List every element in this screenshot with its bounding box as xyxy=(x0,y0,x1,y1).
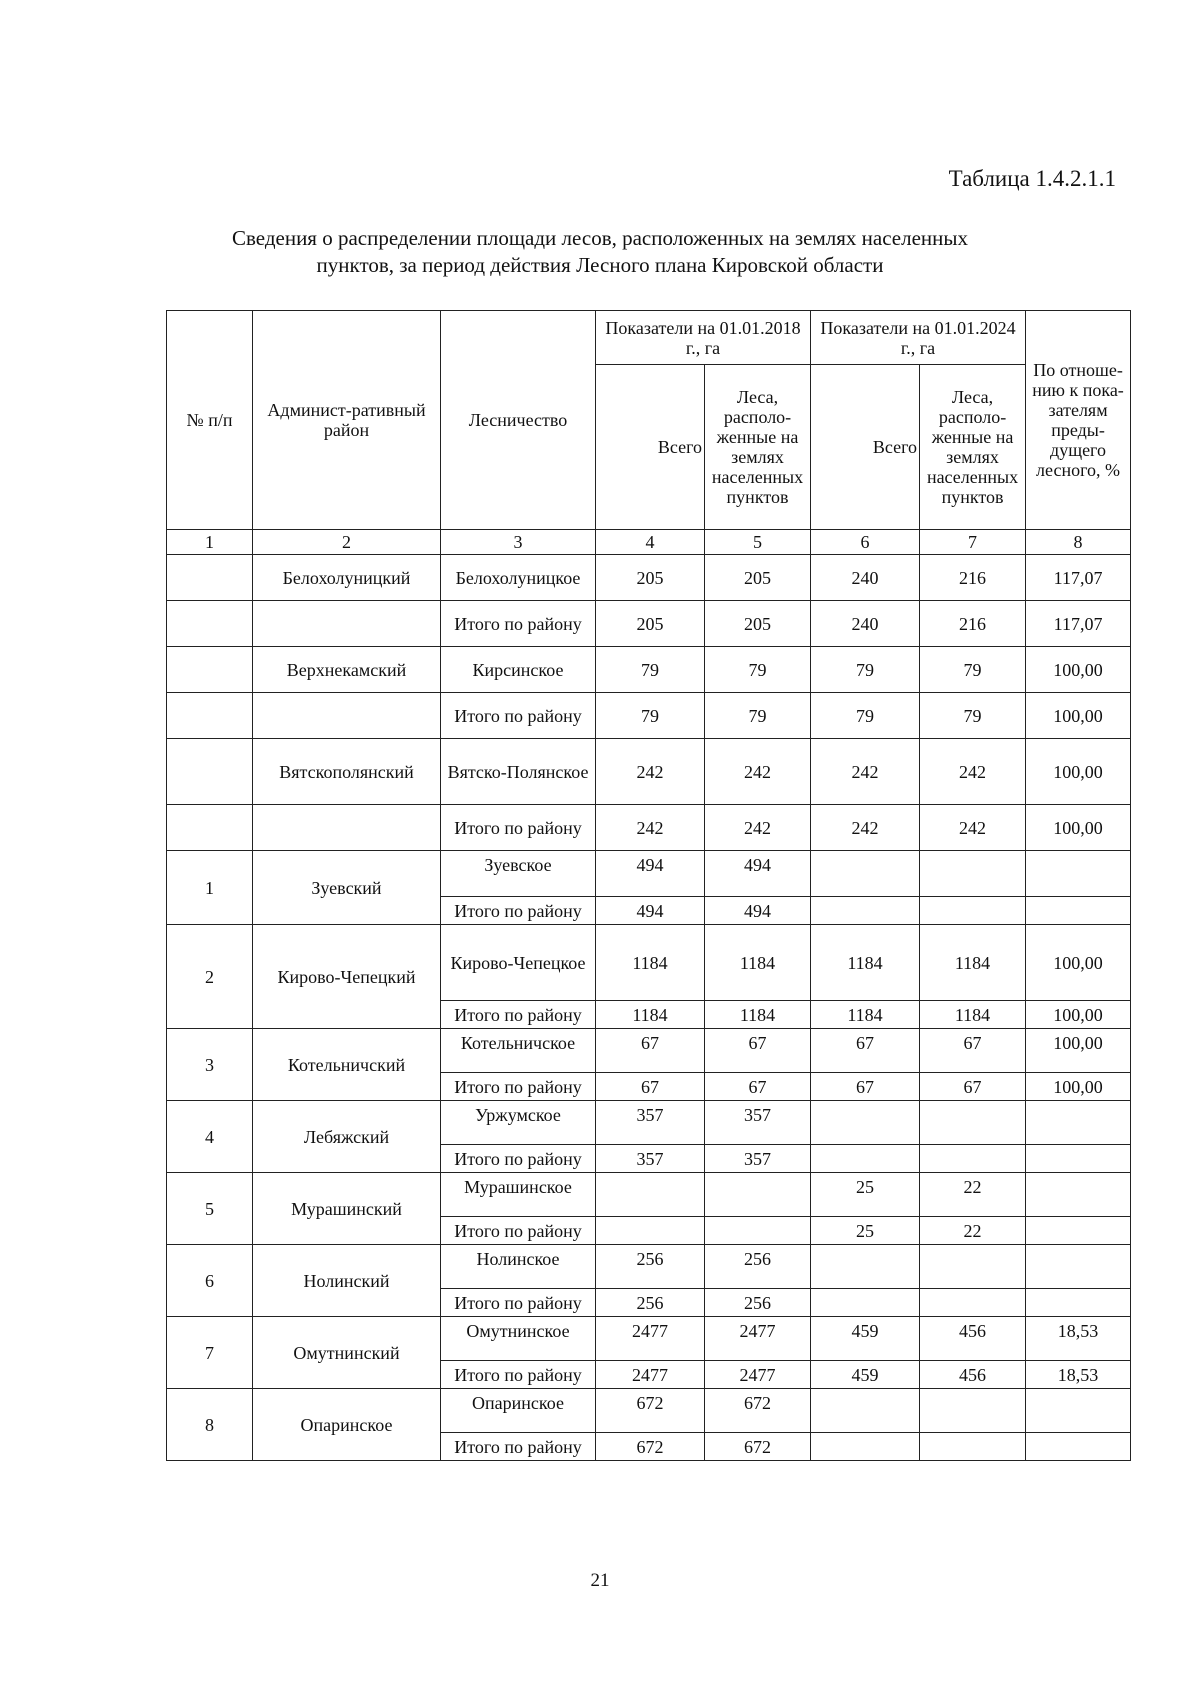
district-name: Верхнекамский xyxy=(253,647,441,693)
column-number: 2 xyxy=(253,530,441,555)
value-total-2024: 67 xyxy=(811,1029,920,1073)
value-total-2024 xyxy=(811,1145,920,1173)
value-settlement-2018: 242 xyxy=(705,739,811,805)
table-header xyxy=(167,311,1131,555)
column-numbers-row xyxy=(167,530,1131,555)
row-number: 7 xyxy=(167,1317,253,1389)
header-settlement-forests-2024: Леса, располо-женные на землях населенных пунктов xyxy=(920,365,1026,530)
forestry-row xyxy=(167,1245,1131,1289)
header-forestry: Лесничество xyxy=(441,311,596,530)
value-settlement-2024: 216 xyxy=(920,601,1026,647)
value-ratio: 18,53 xyxy=(1026,1361,1131,1389)
value-settlement-2024: 67 xyxy=(920,1073,1026,1101)
forestry-row xyxy=(167,1317,1131,1361)
district-name: Вятскополянский xyxy=(253,739,441,805)
value-ratio: 100,00 xyxy=(1026,925,1131,1001)
value-total-2024: 459 xyxy=(811,1317,920,1361)
value-ratio: 100,00 xyxy=(1026,1029,1131,1073)
value-ratio xyxy=(1026,1217,1131,1245)
value-total-2024: 79 xyxy=(811,693,920,739)
forestry-row xyxy=(167,1389,1131,1433)
district-name xyxy=(253,693,441,739)
forestry-name: Нолинское xyxy=(441,1245,596,1289)
row-number xyxy=(167,601,253,647)
value-settlement-2024: 22 xyxy=(920,1173,1026,1217)
value-total-2018: 242 xyxy=(596,739,705,805)
column-number: 1 xyxy=(167,530,253,555)
value-ratio: 100,00 xyxy=(1026,739,1131,805)
value-ratio: 18,53 xyxy=(1026,1317,1131,1361)
value-total-2024: 67 xyxy=(811,1073,920,1101)
page-number: 21 xyxy=(590,1570,610,1591)
caption-line-2: пунктов, за период действия Лесного плана Кировской области xyxy=(316,253,884,277)
value-total-2024: 242 xyxy=(811,739,920,805)
value-total-2018 xyxy=(596,1173,705,1217)
value-settlement-2018: 2477 xyxy=(705,1361,811,1389)
value-settlement-2018: 1184 xyxy=(705,1001,811,1029)
row-number xyxy=(167,647,253,693)
value-ratio: 100,00 xyxy=(1026,805,1131,851)
forestry-name: Белохолуницкое xyxy=(441,555,596,601)
value-ratio xyxy=(1026,1145,1131,1173)
value-settlement-2024 xyxy=(920,1245,1026,1289)
district-name: Кирово-Чепецкий xyxy=(253,925,441,1029)
forestry-name: Опаринское xyxy=(441,1389,596,1433)
value-settlement-2024: 79 xyxy=(920,647,1026,693)
district-name: Лебяжский xyxy=(253,1101,441,1173)
header-group-2024: Показатели на 01.01.2024 г., га xyxy=(811,311,1026,365)
value-ratio: 100,00 xyxy=(1026,1001,1131,1029)
value-total-2018: 2477 xyxy=(596,1361,705,1389)
forestry-name: Кирсинское xyxy=(441,647,596,693)
value-ratio xyxy=(1026,1389,1131,1433)
row-number xyxy=(167,693,253,739)
table-caption xyxy=(150,225,1050,279)
value-ratio: 117,07 xyxy=(1026,601,1131,647)
value-total-2024: 242 xyxy=(811,805,920,851)
row-number: 6 xyxy=(167,1245,253,1317)
value-settlement-2024: 1184 xyxy=(920,925,1026,1001)
row-number: 1 xyxy=(167,851,253,925)
value-total-2018: 242 xyxy=(596,805,705,851)
forestry-name: Итого по району xyxy=(441,897,596,925)
row-number xyxy=(167,739,253,805)
value-settlement-2018: 357 xyxy=(705,1101,811,1145)
header-total-2024: Всего xyxy=(811,365,920,530)
value-total-2018: 67 xyxy=(596,1073,705,1101)
value-settlement-2018: 67 xyxy=(705,1029,811,1073)
value-settlement-2018 xyxy=(705,1173,811,1217)
forestry-name: Итого по району xyxy=(441,1433,596,1461)
value-ratio xyxy=(1026,851,1131,897)
value-total-2018: 357 xyxy=(596,1145,705,1173)
forestry-name: Зуевское xyxy=(441,851,596,897)
forestry-row xyxy=(167,1029,1131,1073)
value-settlement-2018: 357 xyxy=(705,1145,811,1173)
value-total-2024: 459 xyxy=(811,1361,920,1389)
row-number xyxy=(167,555,253,601)
value-total-2018: 256 xyxy=(596,1245,705,1289)
value-settlement-2024 xyxy=(920,1389,1026,1433)
value-settlement-2018: 672 xyxy=(705,1433,811,1461)
value-ratio xyxy=(1026,897,1131,925)
value-total-2024 xyxy=(811,1289,920,1317)
header-total-2018: Всего xyxy=(596,365,705,530)
value-settlement-2018: 256 xyxy=(705,1245,811,1289)
value-settlement-2018: 672 xyxy=(705,1389,811,1433)
value-settlement-2024 xyxy=(920,1289,1026,1317)
value-total-2024 xyxy=(811,1245,920,1289)
value-settlement-2018: 2477 xyxy=(705,1317,811,1361)
forestry-name: Уржумское xyxy=(441,1101,596,1145)
row-number: 8 xyxy=(167,1389,253,1461)
forestry-name: Итого по району xyxy=(441,1145,596,1173)
column-number: 7 xyxy=(920,530,1026,555)
value-ratio xyxy=(1026,1101,1131,1145)
row-number xyxy=(167,805,253,851)
district-name: Опаринское xyxy=(253,1389,441,1461)
header-num: № п/п xyxy=(167,311,253,530)
value-total-2024: 240 xyxy=(811,601,920,647)
forestry-name: Омутнинское xyxy=(441,1317,596,1361)
district-name: Нолинский xyxy=(253,1245,441,1317)
value-settlement-2024 xyxy=(920,1145,1026,1173)
value-total-2018: 672 xyxy=(596,1433,705,1461)
column-number: 6 xyxy=(811,530,920,555)
value-total-2024: 25 xyxy=(811,1173,920,1217)
forestry-name: Итого по району xyxy=(441,1289,596,1317)
value-ratio: 100,00 xyxy=(1026,1073,1131,1101)
forestry-name: Кирово-Чепецкое xyxy=(441,925,596,1001)
value-settlement-2018: 1184 xyxy=(705,925,811,1001)
forestry-name: Итого по району xyxy=(441,1073,596,1101)
header-ratio: По отноше-нию к пока-зателям преды-дущего лесного, % xyxy=(1026,311,1131,530)
value-total-2024: 240 xyxy=(811,555,920,601)
forestry-name: Мурашинское xyxy=(441,1173,596,1217)
value-settlement-2024: 456 xyxy=(920,1361,1026,1389)
value-ratio: 100,00 xyxy=(1026,647,1131,693)
value-total-2024 xyxy=(811,1389,920,1433)
value-settlement-2024 xyxy=(920,1433,1026,1461)
value-total-2018: 1184 xyxy=(596,1001,705,1029)
forestry-row xyxy=(167,647,1131,693)
caption-line-1: Сведения о распределении площади лесов, расположенных на землях населенных xyxy=(231,226,968,250)
value-total-2018: 1184 xyxy=(596,925,705,1001)
value-settlement-2024: 456 xyxy=(920,1317,1026,1361)
value-settlement-2024: 22 xyxy=(920,1217,1026,1245)
district-total-row xyxy=(167,601,1131,647)
forestry-name: Итого по району xyxy=(441,805,596,851)
district-name: Зуевский xyxy=(253,851,441,925)
forestry-row xyxy=(167,555,1131,601)
value-settlement-2018: 494 xyxy=(705,897,811,925)
forestry-name: Итого по району xyxy=(441,1361,596,1389)
value-ratio: 100,00 xyxy=(1026,693,1131,739)
value-settlement-2024 xyxy=(920,897,1026,925)
value-total-2024 xyxy=(811,1433,920,1461)
value-settlement-2018: 242 xyxy=(705,805,811,851)
table-body xyxy=(167,555,1131,1461)
district-name xyxy=(253,601,441,647)
value-total-2024: 25 xyxy=(811,1217,920,1245)
forest-area-table xyxy=(166,310,1131,1461)
value-settlement-2018 xyxy=(705,1217,811,1245)
value-total-2018 xyxy=(596,1217,705,1245)
value-ratio xyxy=(1026,1245,1131,1289)
value-settlement-2018: 79 xyxy=(705,647,811,693)
value-total-2018: 205 xyxy=(596,555,705,601)
column-number: 4 xyxy=(596,530,705,555)
value-settlement-2018: 205 xyxy=(705,601,811,647)
value-total-2024: 1184 xyxy=(811,925,920,1001)
header-district: Админист-ративный район xyxy=(253,311,441,530)
district-name xyxy=(253,805,441,851)
forestry-name: Итого по району xyxy=(441,1217,596,1245)
value-total-2018: 357 xyxy=(596,1101,705,1145)
value-total-2018: 494 xyxy=(596,851,705,897)
header-group-2018: Показатели на 01.01.2018 г., га xyxy=(596,311,811,365)
forestry-name: Итого по району xyxy=(441,693,596,739)
district-total-row xyxy=(167,693,1131,739)
row-number: 3 xyxy=(167,1029,253,1101)
row-number: 2 xyxy=(167,925,253,1029)
value-total-2024 xyxy=(811,897,920,925)
district-name: Белохолуницкий xyxy=(253,555,441,601)
value-settlement-2024: 242 xyxy=(920,805,1026,851)
table-label: Таблица 1.4.2.1.1 xyxy=(948,166,1116,191)
value-total-2018: 256 xyxy=(596,1289,705,1317)
value-settlement-2018: 79 xyxy=(705,693,811,739)
forestry-name: Итого по району xyxy=(441,601,596,647)
value-ratio xyxy=(1026,1433,1131,1461)
value-total-2024: 79 xyxy=(811,647,920,693)
forestry-row xyxy=(167,925,1131,1001)
forestry-row xyxy=(167,1101,1131,1145)
value-total-2018: 672 xyxy=(596,1389,705,1433)
forestry-name: Итого по району xyxy=(441,1001,596,1029)
value-total-2018: 2477 xyxy=(596,1317,705,1361)
value-ratio xyxy=(1026,1173,1131,1217)
column-number: 8 xyxy=(1026,530,1131,555)
district-total-row xyxy=(167,805,1131,851)
forestry-row xyxy=(167,1173,1131,1217)
value-settlement-2024: 1184 xyxy=(920,1001,1026,1029)
value-total-2024 xyxy=(811,851,920,897)
value-settlement-2018: 494 xyxy=(705,851,811,897)
value-settlement-2024: 79 xyxy=(920,693,1026,739)
row-number: 5 xyxy=(167,1173,253,1245)
district-name: Котельничский xyxy=(253,1029,441,1101)
forestry-name: Вятско-Полянское xyxy=(441,739,596,805)
row-number: 4 xyxy=(167,1101,253,1173)
value-total-2024 xyxy=(811,1101,920,1145)
header-settlement-forests-2018: Леса, располо-женные на землях населенных пунктов xyxy=(705,365,811,530)
value-settlement-2018: 67 xyxy=(705,1073,811,1101)
column-number: 5 xyxy=(705,530,811,555)
value-settlement-2024: 67 xyxy=(920,1029,1026,1073)
value-total-2018: 79 xyxy=(596,647,705,693)
value-ratio: 117,07 xyxy=(1026,555,1131,601)
value-total-2024: 1184 xyxy=(811,1001,920,1029)
value-settlement-2024 xyxy=(920,851,1026,897)
value-settlement-2018: 256 xyxy=(705,1289,811,1317)
value-settlement-2024 xyxy=(920,1101,1026,1145)
district-name: Омутнинский xyxy=(253,1317,441,1389)
value-settlement-2024: 242 xyxy=(920,739,1026,805)
value-total-2018: 494 xyxy=(596,897,705,925)
forestry-row xyxy=(167,851,1131,897)
value-settlement-2018: 205 xyxy=(705,555,811,601)
column-number: 3 xyxy=(441,530,596,555)
value-total-2018: 79 xyxy=(596,693,705,739)
value-total-2018: 67 xyxy=(596,1029,705,1073)
value-total-2018: 205 xyxy=(596,601,705,647)
district-name: Мурашинский xyxy=(253,1173,441,1245)
forestry-row xyxy=(167,739,1131,805)
value-ratio xyxy=(1026,1289,1131,1317)
value-settlement-2024: 216 xyxy=(920,555,1026,601)
forestry-name: Котельничское xyxy=(441,1029,596,1073)
